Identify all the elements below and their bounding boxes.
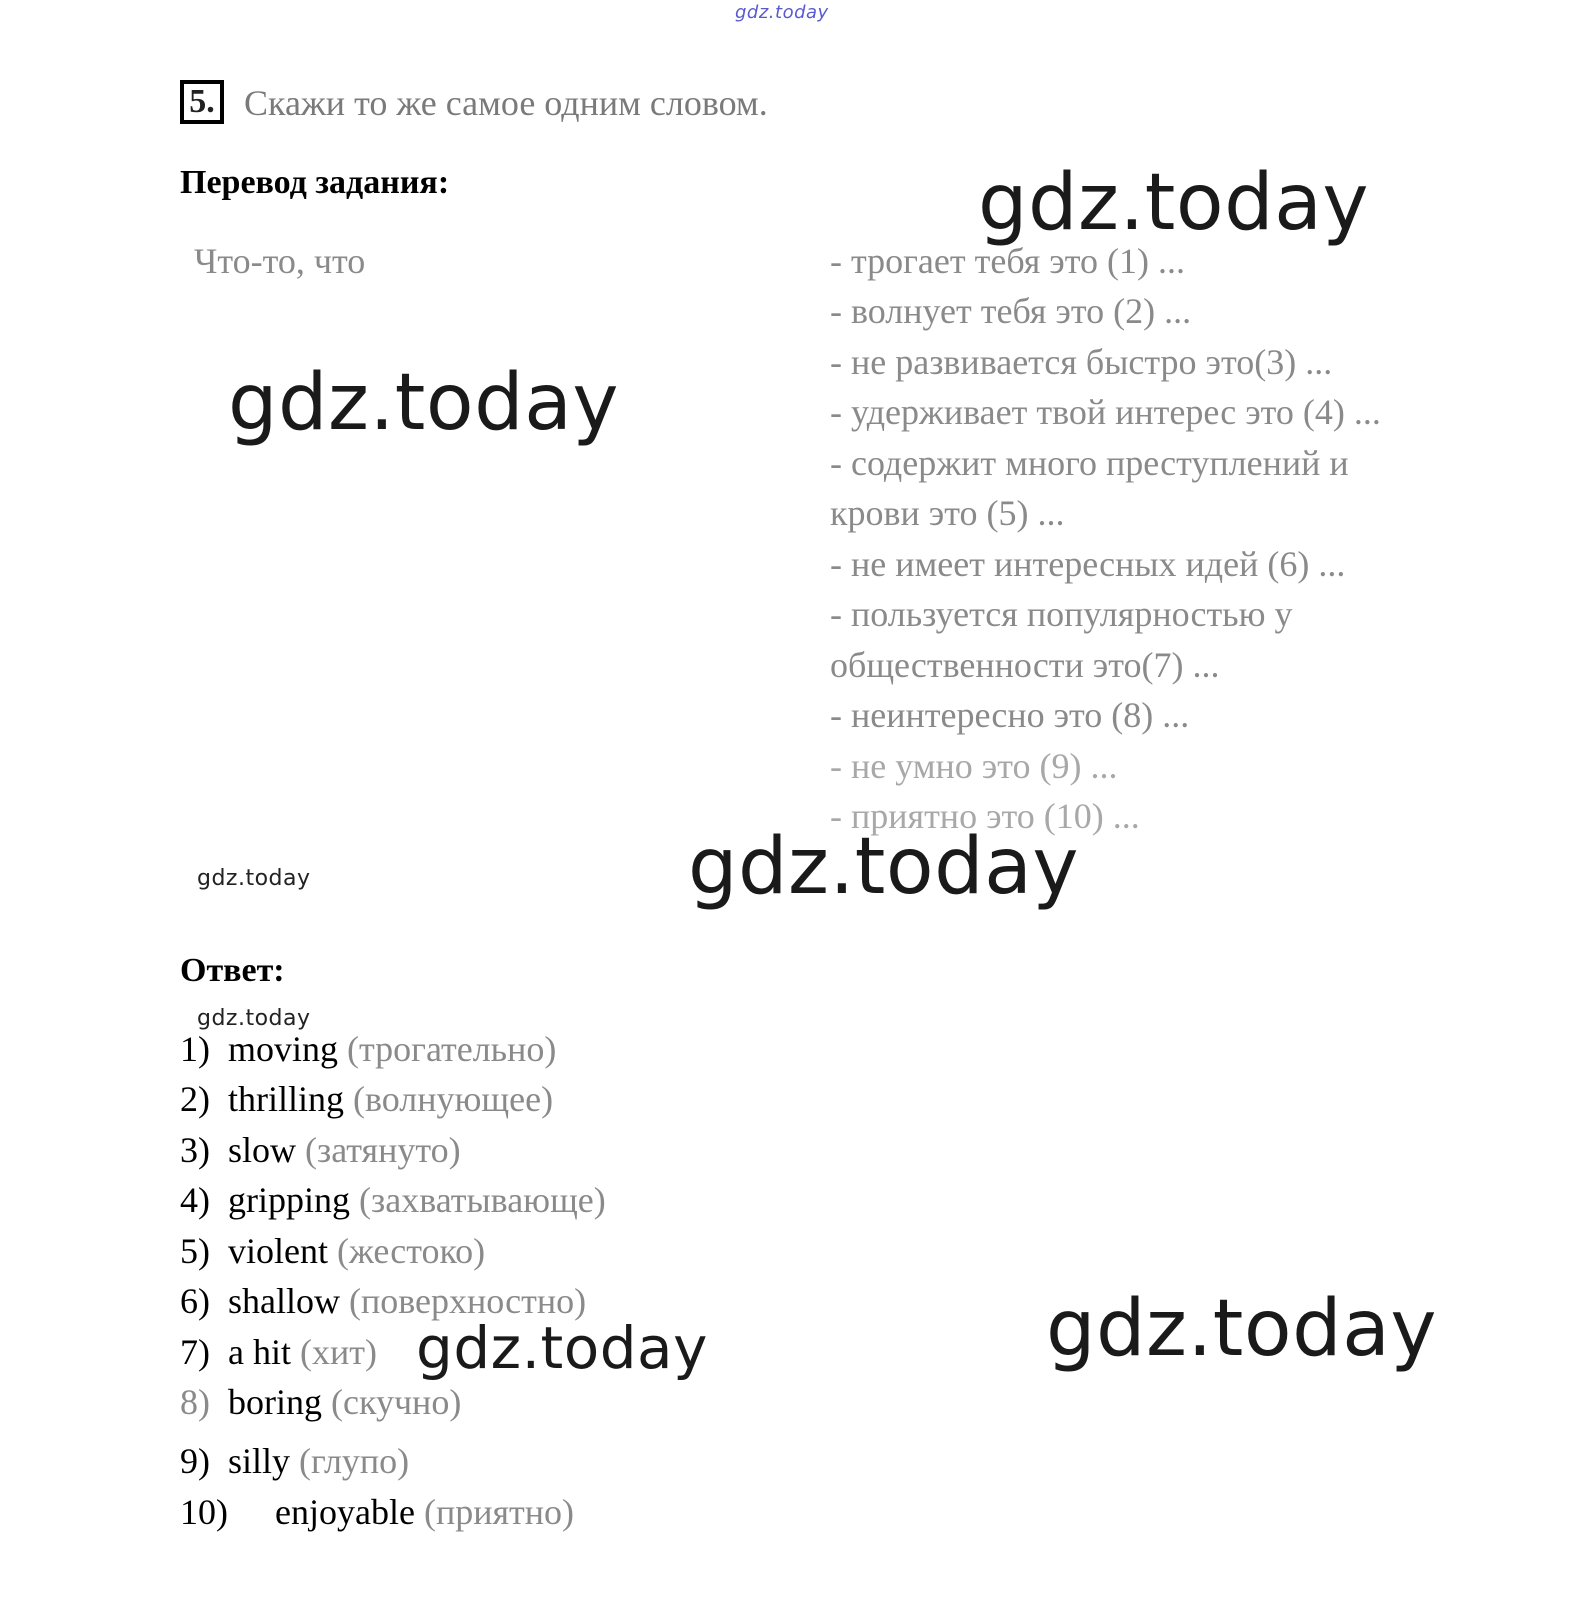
answer-word: shallow <box>228 1281 340 1321</box>
translation-item: - не развивается быстро это(3) ... <box>830 342 1333 382</box>
answer-item <box>180 1327 377 1377</box>
translation-item: - неинтересно это (8) ... <box>830 695 1190 735</box>
translation-item: - пользуется популярностью у <box>830 594 1293 634</box>
answer-word: boring <box>228 1382 322 1422</box>
watermark-large-3: gdz.today <box>688 822 1080 912</box>
translation-item: - содержит много преступлений и <box>830 443 1349 483</box>
answer-translation: (хит) <box>299 1332 377 1372</box>
answer-item <box>180 1074 553 1124</box>
answer-item <box>180 1024 556 1074</box>
answer-translation: (затянуто) <box>305 1130 461 1170</box>
answer-number: 2) <box>180 1079 210 1119</box>
answer-translation: (трогательно) <box>347 1029 557 1069</box>
watermark-large-1: gdz.today <box>978 158 1370 248</box>
translation-item: - волнует тебя это (2) ... <box>830 291 1192 331</box>
answer-word: violent <box>228 1231 328 1271</box>
answer-word: a hit <box>228 1332 291 1372</box>
answer-number: 5) <box>180 1231 210 1271</box>
translation-heading: Перевод задания: <box>180 164 450 201</box>
answer-item <box>180 1276 586 1326</box>
answer-item <box>180 1125 461 1175</box>
task-title: Скажи то же самое одним словом. <box>244 83 768 123</box>
answer-translation: (жестоко) <box>336 1231 486 1271</box>
watermark-large-4: gdz.today <box>1046 1284 1438 1374</box>
answer-item <box>180 1226 485 1276</box>
answer-number: 10) <box>180 1492 228 1532</box>
translation-intro: Что-то, что <box>194 241 366 281</box>
answer-item <box>180 1175 606 1225</box>
answer-item <box>180 1436 409 1486</box>
answer-translation: (захватывающе) <box>359 1180 606 1220</box>
answer-number: 6) <box>180 1281 210 1321</box>
answer-item <box>180 1487 574 1537</box>
answer-number: 7) <box>180 1332 210 1372</box>
answer-number: 3) <box>180 1130 210 1170</box>
translation-item: - приятно это (10) ... <box>830 796 1140 836</box>
translation-item: - трогает тебя это (1) ... <box>830 241 1185 281</box>
answer-number: 8) <box>180 1382 210 1422</box>
answer-word: thrilling <box>228 1079 344 1119</box>
answer-word: silly <box>228 1441 291 1481</box>
answer-number: 9) <box>180 1441 210 1481</box>
answer-item <box>180 1377 461 1427</box>
watermark-medium: gdz.today <box>416 1314 708 1382</box>
answer-translation: (волнующее) <box>353 1079 554 1119</box>
translation-item: общественности это(7) ... <box>830 645 1220 685</box>
answer-translation: (поверхностно) <box>349 1281 587 1321</box>
answer-word: enjoyable <box>275 1492 415 1532</box>
answer-translation: (скучно) <box>331 1382 462 1422</box>
translation-item: крови это (5) ... <box>830 493 1065 533</box>
answer-translation: (приятно) <box>423 1492 575 1532</box>
task-number: 5. <box>180 80 224 124</box>
watermark-large-2: gdz.today <box>228 358 620 448</box>
translation-item: - удерживает твой интерес это (4) ... <box>830 392 1381 432</box>
answer-word: gripping <box>228 1180 350 1220</box>
answer-word: slow <box>228 1130 297 1170</box>
translation-item: - не имеет интересных идей (6) ... <box>830 544 1346 584</box>
watermark-top: gdz.today <box>735 2 829 23</box>
answer-number: 4) <box>180 1180 210 1220</box>
answer-heading: Ответ: <box>180 952 285 989</box>
watermark-small-2: gdz.today <box>197 1006 311 1031</box>
answer-word: moving <box>228 1029 339 1069</box>
watermark-small-1: gdz.today <box>197 866 311 891</box>
answer-translation: (глупо) <box>299 1441 410 1481</box>
translation-item: - не умно это (9) ... <box>830 746 1118 786</box>
answer-number: 1) <box>180 1029 210 1069</box>
